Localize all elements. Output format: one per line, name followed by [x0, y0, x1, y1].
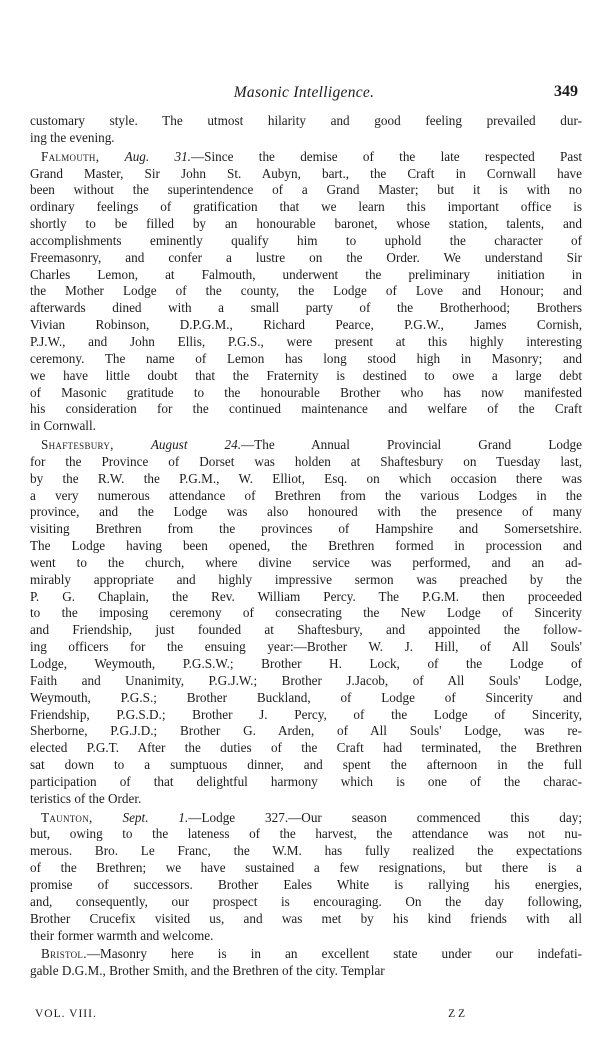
text-line: of the Brethren; we have sustained a few resignations, but there is a — [30, 860, 582, 876]
place-name: Shaftesbury, — [41, 437, 114, 453]
text-line: been without the superintendence of a Grand Master; but it is with no — [30, 182, 582, 198]
text-line: customary style. The utmost hilarity and good feeling prevailed dur- — [30, 113, 582, 128]
text-line: afterwards dined with a small party of the Brotherhood; Brothers — [30, 300, 582, 316]
paragraph — [30, 946, 582, 980]
text-line — [30, 149, 582, 166]
text-line: elected P.G.T. After the duties of the Craft had terminated, the Brethren — [30, 740, 582, 756]
text-line: in Cornwall. — [30, 418, 96, 434]
place-name: Taunton, — [41, 809, 93, 825]
paragraph — [30, 437, 582, 808]
text-line — [30, 810, 582, 827]
text-line: Lodge, Weymouth, P.G.S.W.; Brother H. Lock, of the Lodge of — [30, 656, 582, 671]
page-footer — [35, 1008, 465, 1024]
text-line: visiting Brethren from the provinces of Hampshire and Somersetshire. — [30, 521, 582, 537]
text-line: and, consequently, our prospect is encouraging. On the day following, — [30, 893, 582, 909]
line-text: —The Annual Provincial Grand Lodge — [241, 437, 583, 453]
text-line: of Masonic gratitude to the honourable Brother who has now manifested — [30, 384, 582, 400]
signature-mark: Z Z — [448, 1008, 465, 1020]
text-line: sat down to a sumptuous dinner, and spent the afternoon in the full — [30, 757, 582, 773]
text-line: but, owing to the lateness of the harvest, the attendance was not nu- — [30, 826, 582, 842]
text-line: by the R.W. the P.G.M., W. Elliot, Esq. on which occasion there was — [30, 470, 582, 486]
text-line: for the Province of Dorset was holden at Shaftesbury on Tuesday last, — [30, 453, 582, 469]
text-line: a very numerous attendance of Brethren from the various Lodges in the — [30, 487, 582, 503]
text-line: merous. Bro. Le Franc, the W.M. has fully realized the expectations — [30, 843, 582, 859]
page-number: 349 — [554, 83, 578, 100]
text-line: their former warmth and welcome. — [30, 927, 214, 943]
text-line: Friendship, P.G.S.D.; Brother J. Percy, of the Lodge of Sincerity, — [30, 706, 582, 722]
paragraph — [30, 113, 582, 147]
text-line: The Lodge having been opened, the Brethren formed in procession and — [30, 538, 582, 554]
page-header — [30, 84, 578, 106]
text-line: Faith and Unanimity, P.G.J.W.; Brother J.Jacob, of All Souls' Lodge, — [30, 672, 582, 688]
text-line: and Friendship, just founded at Shaftesbury, and appointed the follow- — [30, 622, 582, 638]
text-line — [30, 437, 582, 454]
text-line: Freemasonry, and confer a lustre on the Order. We understand Sir — [30, 249, 582, 265]
article-body — [30, 113, 582, 982]
text-line: we have little doubt that the Fraternity is destined to owe a large debt — [30, 367, 582, 383]
text-line: participation of that delightful harmony which is one of the charac- — [30, 773, 582, 789]
running-title: Masonic Intelligence. — [233, 84, 375, 101]
text-line: shortly to be filled by an honourable baronet, whose station, talents, and — [30, 216, 582, 232]
text-line: Weymouth, P.G.S.; Brother Buckland, of Lodge of Sincerity and — [30, 689, 582, 705]
paragraph — [30, 810, 582, 945]
text-line: to the imposing ceremony of consecrating the New Lodge of Sincerity — [30, 605, 582, 621]
text-line: P. G. Chaplain, the Rev. William Percy. The P.G.M. then proceeded — [30, 588, 582, 604]
text-line: the Mother Lodge of the county, the Lodge of Love and Honour; and — [30, 283, 582, 299]
text-line: went to the church, where divine service was performed, and an ad- — [30, 554, 582, 570]
text-line — [30, 946, 582, 963]
text-line: ordinary feelings of gratification that we learn this important office is — [30, 199, 582, 215]
text-line: ing officers for the ensuing year:—Brother W. J. Hill, of All Souls' — [30, 639, 582, 655]
dateline: Sept. 1. — [122, 809, 189, 825]
text-line: Sherborne, P.G.J.D.; Brother G. Arden, of All Souls' Lodge, was re- — [30, 723, 582, 739]
dateline: August 24. — [150, 437, 242, 453]
text-line: ceremony. The name of Lemon has long stood high in Masonry; and — [30, 350, 582, 366]
text-line: accomplishments eminently qualify him to uphold the character of — [30, 232, 582, 248]
text-line: P.J.W., and John Ellis, P.G.S., were present at this highly interesting — [30, 333, 582, 349]
text-line: ing the evening. — [30, 129, 115, 145]
text-line: gable D.G.M., Brother Smith, and the Brethren of the city. Templar — [30, 963, 385, 979]
text-line: Brother Crucefix visited us, and was met by his kind friends with all — [30, 910, 582, 926]
text-line: Grand Master, Sir John St. Aubyn, bart., the Craft in Cornwall have — [30, 165, 582, 181]
text-line: province, and the Lodge was also honoured with the presence of many — [30, 504, 582, 520]
line-text: —Masonry here is in an excellent state under our indefati- — [86, 946, 582, 962]
text-line: Charles Lemon, at Falmouth, underwent the preliminary initiation in — [30, 266, 582, 282]
text-line: Vivian Robinson, D.P.G.M., Richard Pearce, P.G.W., James Cornish, — [30, 317, 582, 333]
text-line: mirably appropriate and highly impressive sermon was preached by the — [30, 571, 582, 587]
text-line: his consideration for the continued maintenance and welfare of the Craft — [30, 401, 582, 417]
text-line: promise of successors. Brother Eales White is rallying his energies, — [30, 876, 582, 892]
place-name: Falmouth, — [41, 148, 100, 164]
text-line: teristics of the Order. — [30, 790, 142, 806]
line-text: —Lodge 327.—Our season commenced this day; — [188, 809, 582, 825]
place-name: Bristol. — [41, 946, 87, 962]
paragraph — [30, 149, 582, 435]
volume-label: VOL. VIII. — [35, 1008, 97, 1020]
dateline: Aug. 31. — [124, 148, 191, 164]
line-text: —Since the demise of the late respected Past — [190, 148, 583, 164]
